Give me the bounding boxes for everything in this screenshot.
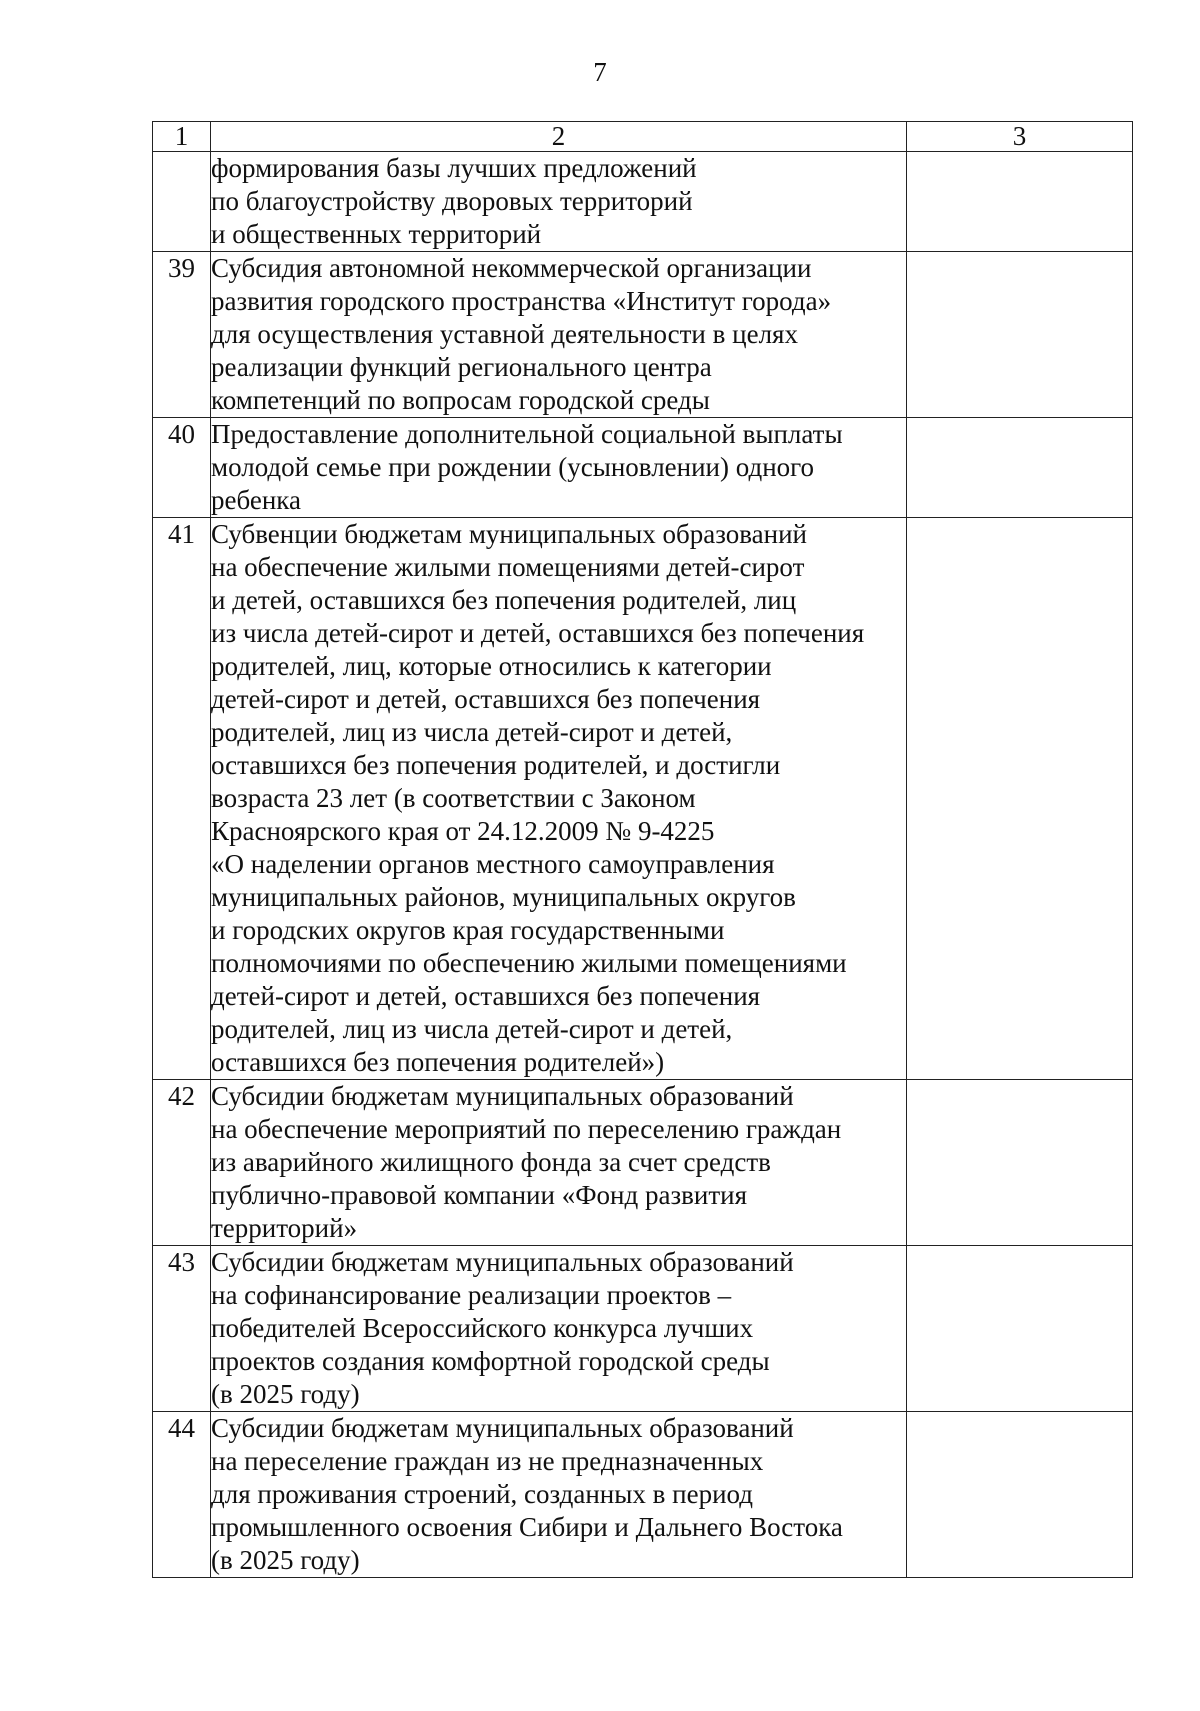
row-number xyxy=(153,152,211,252)
column-header-3: 3 xyxy=(907,122,1133,152)
description-line: проектов создания комфортной городской среды xyxy=(211,1346,770,1376)
row-number: 39 xyxy=(153,252,211,418)
row-number: 41 xyxy=(153,518,211,1080)
description-line: детей-сирот и детей, оставшихся без попечения xyxy=(211,684,761,714)
description-line: территорий» xyxy=(211,1213,358,1243)
row-column-3 xyxy=(907,252,1133,418)
description-line: и городских округов края государственными xyxy=(211,915,725,945)
description-line: родителей, лиц из числа детей-сирот и детей, xyxy=(211,1014,733,1044)
description-line: победителей Всероссийского конкурса лучших xyxy=(211,1313,754,1343)
description-line: из аварийного жилищного фонда за счет средств xyxy=(211,1147,771,1177)
row-column-3 xyxy=(907,1080,1133,1246)
description-line: на обеспечение жилыми помещениями детей-сирот xyxy=(211,552,805,582)
description-line: для осуществления уставной деятельности в целях xyxy=(211,319,798,349)
description-line: из числа детей-сирот и детей, оставшихся без попечения xyxy=(211,618,865,648)
description-line: промышленного освоения Сибири и Дальнего Востока xyxy=(211,1512,843,1542)
description-line: Субвенции бюджетам муниципальных образований xyxy=(211,519,807,549)
column-header-2: 2 xyxy=(211,122,907,152)
description-line: по благоустройству дворовых территорий xyxy=(211,186,693,216)
row-description xyxy=(211,418,907,518)
table-row xyxy=(153,152,1133,252)
row-column-3 xyxy=(907,518,1133,1080)
row-description xyxy=(211,1080,907,1246)
description-line: и детей, оставшихся без попечения родителей, лиц xyxy=(211,585,797,615)
description-line: для проживания строений, созданных в период xyxy=(211,1479,753,1509)
table-row xyxy=(153,1412,1133,1578)
description-line: муниципальных районов, муниципальных округов xyxy=(211,882,796,912)
column-header-1: 1 xyxy=(153,122,211,152)
row-number: 44 xyxy=(153,1412,211,1578)
description-line: на обеспечение мероприятий по переселению граждан xyxy=(211,1114,842,1144)
description-line: детей-сирот и детей, оставшихся без попечения xyxy=(211,981,761,1011)
row-number: 42 xyxy=(153,1080,211,1246)
row-number: 43 xyxy=(153,1246,211,1412)
row-column-3 xyxy=(907,1246,1133,1412)
page-number: 7 xyxy=(593,57,607,87)
description-line: Субсидии бюджетам муниципальных образований xyxy=(211,1081,794,1111)
table-row xyxy=(153,252,1133,418)
description-line: Субсидии бюджетам муниципальных образований xyxy=(211,1413,794,1443)
description-line: Субсидия автономной некоммерческой организации xyxy=(211,253,812,283)
description-line: формирования базы лучших предложений xyxy=(211,153,697,183)
description-line: компетенций по вопросам городской среды xyxy=(211,385,710,415)
table-row xyxy=(153,418,1133,518)
table-header-row xyxy=(153,122,1133,152)
description-line: реализации функций регионального центра xyxy=(211,352,712,382)
description-line: на переселение граждан из не предназначенных xyxy=(211,1446,764,1476)
description-line: (в 2025 году) xyxy=(211,1545,360,1575)
description-line: родителей, лиц, которые относились к категории xyxy=(211,651,772,681)
description-line: на софинансирование реализации проектов – xyxy=(211,1280,732,1310)
description-line: Субсидии бюджетам муниципальных образований xyxy=(211,1247,794,1277)
description-line: оставшихся без попечения родителей») xyxy=(211,1047,665,1077)
table-body xyxy=(153,152,1133,1578)
description-line: молодой семье при рождении (усыновлении) одного xyxy=(211,452,815,482)
row-description xyxy=(211,518,907,1080)
budget-items-table xyxy=(152,121,1133,1578)
row-description xyxy=(211,1412,907,1578)
row-description xyxy=(211,252,907,418)
row-column-3 xyxy=(907,1412,1133,1578)
row-description xyxy=(211,1246,907,1412)
description-line: оставшихся без попечения родителей, и достигли xyxy=(211,750,781,780)
description-line: ребенка xyxy=(211,485,301,515)
description-line: полномочиями по обеспечению жилыми помещениями xyxy=(211,948,847,978)
row-number: 40 xyxy=(153,418,211,518)
table-row xyxy=(153,518,1133,1080)
row-column-3 xyxy=(907,418,1133,518)
description-line: публично-правовой компании «Фонд развития xyxy=(211,1180,747,1210)
description-line: возраста 23 лет (в соответствии с Законом xyxy=(211,783,696,813)
row-description xyxy=(211,152,907,252)
table-row xyxy=(153,1246,1133,1412)
description-line: «О наделении органов местного самоуправления xyxy=(211,849,775,879)
description-line: и общественных территорий xyxy=(211,219,542,249)
description-line: родителей, лиц из числа детей-сирот и детей, xyxy=(211,717,733,747)
table-row xyxy=(153,1080,1133,1246)
row-column-3 xyxy=(907,152,1133,252)
description-line: Красноярского края от 24.12.2009 № 9-4225 xyxy=(211,816,715,846)
description-line: Предоставление дополнительной социальной выплаты xyxy=(211,419,843,449)
description-line: развития городского пространства «Институт города» xyxy=(211,286,832,316)
description-line: (в 2025 году) xyxy=(211,1379,360,1409)
